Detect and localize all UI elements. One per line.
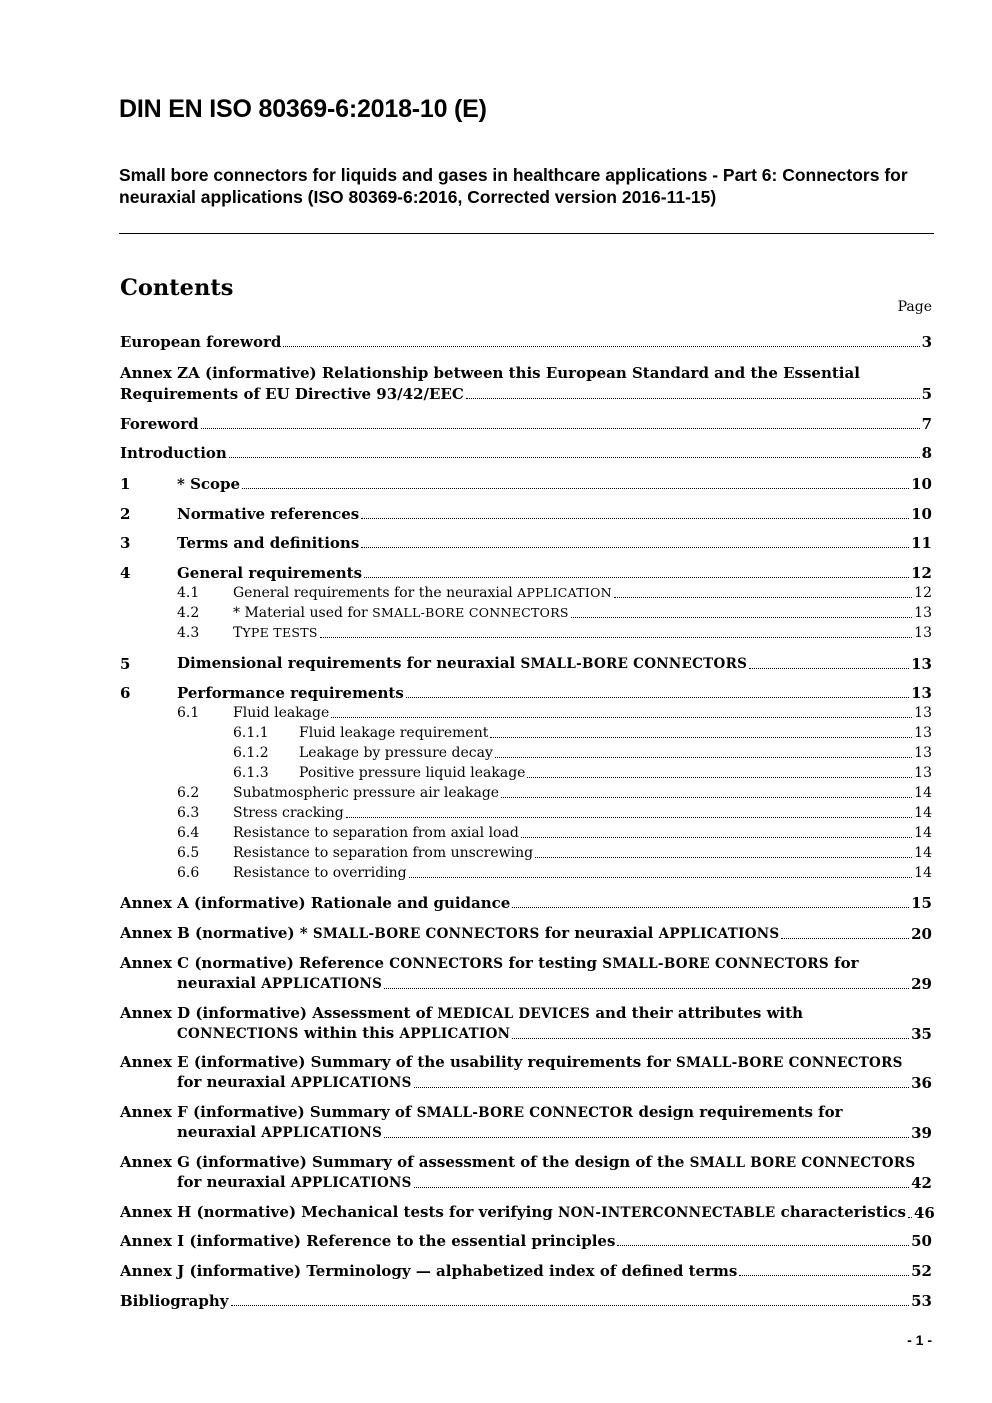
toc-entry-line: Annex D (informative) Assessment of MEDICAL DEVICES and their attributes with: [120, 1004, 804, 1022]
toc-page: 14: [914, 845, 932, 861]
toc-number: 1: [120, 475, 131, 493]
toc-entry-line: Annex C (normative) Reference CONNECTORS for testing SMALL-BORE CONNECTORS for: [120, 954, 859, 972]
toc-title: neuraxial APPLICATIONS: [177, 974, 383, 992]
toc-page: 52: [911, 1262, 932, 1280]
toc-entry[interactable]: [177, 1072, 932, 1093]
toc-page: 14: [914, 785, 932, 801]
toc-page: 13: [914, 605, 932, 621]
toc-number: 6.6: [177, 865, 200, 881]
toc-page: 11: [911, 534, 932, 552]
toc-entry[interactable]: [120, 1202, 935, 1223]
toc-title: TYPE TESTS: [233, 625, 318, 641]
toc-title: Dimensional requirements for neuraxial SMALL-BORE CONNECTORS: [177, 654, 748, 672]
toc-entry[interactable]: [177, 783, 932, 803]
toc-title: Foreword: [120, 415, 199, 433]
toc-title: Annex J (informative) Terminology — alphabetized index of defined terms: [120, 1262, 738, 1280]
toc-page: 13: [914, 625, 932, 641]
toc-entry[interactable]: [120, 414, 932, 434]
toc-page: 12: [914, 585, 932, 601]
toc-number: 6.1: [177, 705, 200, 721]
toc-entry[interactable]: [120, 1291, 932, 1311]
toc-page: 46: [913, 1204, 935, 1222]
toc-entry[interactable]: [177, 863, 932, 883]
toc-page: 42: [911, 1174, 932, 1192]
toc-number: 6.5: [177, 845, 200, 861]
toc-title: Bibliography: [120, 1292, 229, 1310]
toc-title: Introduction: [120, 444, 227, 462]
toc-entry-line: Annex F (informative) Summary of SMALL-BORE CONNECTOR design requirements for: [120, 1103, 843, 1121]
toc-entry[interactable]: [120, 653, 932, 674]
toc-title: Requirements of EU Directive 93/42/EEC: [120, 385, 464, 403]
toc-entry[interactable]: [120, 443, 932, 463]
toc-title: for neuraxial APPLICATIONS: [177, 1073, 412, 1091]
toc-entry-line: Annex G (informative) Summary of assessment of the design of the SMALL BORE CONNECTORS: [120, 1153, 916, 1171]
toc-page: 12: [911, 564, 932, 582]
toc-page: 13: [911, 655, 932, 673]
toc-entry[interactable]: [177, 823, 932, 843]
toc-title: General requirements: [177, 564, 363, 582]
toc-entry[interactable]: [233, 743, 932, 763]
toc-entry[interactable]: [120, 893, 932, 913]
toc-number: 6.1.3: [233, 765, 269, 781]
toc-page: 14: [914, 805, 932, 821]
toc-page: 15: [911, 894, 932, 912]
toc-title: General requirements for the neuraxial APPLICATION: [233, 585, 612, 601]
toc-entry[interactable]: [233, 763, 932, 783]
toc-title: Fluid leakage requirement: [299, 725, 489, 741]
toc-title: for neuraxial APPLICATIONS: [177, 1173, 412, 1191]
toc-title: European foreword: [120, 333, 282, 351]
toc-number: 6.4: [177, 825, 200, 841]
toc-page: 20: [911, 925, 932, 943]
toc-page: 5: [921, 385, 932, 403]
toc-title: Annex B (normative) * SMALL-BORE CONNECTORS for neuraxial APPLICATIONS: [120, 924, 780, 942]
toc-title: Performance requirements: [177, 684, 404, 702]
toc-page: 7: [921, 415, 932, 433]
toc-page: 29: [911, 975, 932, 993]
toc-page: 3: [921, 333, 932, 351]
toc-entry-line: Annex ZA (informative) Relationship between this European Standard and the Essential: [120, 364, 860, 382]
toc-entry[interactable]: [177, 843, 932, 863]
toc-number: 3: [120, 534, 131, 552]
toc-title: Resistance to separation from axial load: [233, 825, 519, 841]
toc-page: 36: [911, 1074, 932, 1092]
toc-title: Fluid leakage: [233, 705, 330, 721]
toc-title: * Material used for SMALL-BORE CONNECTORS: [233, 605, 569, 621]
toc-entry[interactable]: [177, 1023, 932, 1044]
toc-page: 13: [914, 725, 932, 741]
toc-entry[interactable]: [120, 332, 932, 352]
toc-number: 4.1: [177, 585, 200, 601]
toc-number: 2: [120, 505, 131, 523]
toc-page: 13: [914, 705, 932, 721]
page-column-label: Page: [897, 299, 932, 315]
toc-page: 39: [911, 1124, 932, 1142]
toc-entry[interactable]: [120, 683, 932, 703]
toc-page: 8: [921, 444, 932, 462]
toc-number: 6.3: [177, 805, 200, 821]
toc-title: * Scope: [177, 475, 241, 493]
toc-page: 13: [911, 684, 932, 702]
toc-entry[interactable]: [177, 603, 932, 623]
toc-entry[interactable]: [177, 623, 932, 643]
toc-title: Annex I (informative) Reference to the essential principles: [120, 1232, 616, 1250]
toc-entry[interactable]: [177, 583, 932, 603]
toc-title: neuraxial APPLICATIONS: [177, 1123, 383, 1141]
toc-title: Normative references: [177, 505, 360, 523]
toc-entry[interactable]: [177, 1172, 932, 1193]
toc-page: 10: [911, 475, 932, 493]
toc-title: Resistance to separation from unscrewing: [233, 845, 534, 861]
toc-number: 4.3: [177, 625, 200, 641]
toc-number: 4.2: [177, 605, 200, 621]
toc-page: 53: [911, 1292, 932, 1310]
toc-title: Subatmospheric pressure air leakage: [233, 785, 500, 801]
contents-heading: Contents: [120, 275, 234, 301]
toc-title: Annex H (normative) Mechanical tests for verifying NON-INTERCONNECTABLE characteristics: [120, 1203, 906, 1221]
document-subtitle: Small bore connectors for liquids and gases in healthcare applications - Part 6: Connectors for neuraxial applications (ISO 80369-6:2016, Corrected version 2016-11-15): [119, 165, 908, 207]
toc-title: Stress cracking: [233, 805, 344, 821]
toc-entry[interactable]: [177, 973, 932, 994]
document-id: DIN EN ISO 80369-6:2018-10 (E): [119, 95, 487, 123]
page-number: - 1 -: [907, 1332, 932, 1348]
toc-entry[interactable]: [120, 533, 932, 553]
toc-title: Annex A (informative) Rationale and guidance: [120, 894, 511, 912]
toc-number: 5: [120, 655, 131, 673]
toc-entry[interactable]: [177, 803, 932, 823]
toc-title: Leakage by pressure decay: [299, 745, 493, 761]
toc-number: 6: [120, 684, 131, 702]
toc-entry[interactable]: [120, 923, 932, 944]
toc-entry[interactable]: [120, 384, 932, 404]
toc-page: 13: [914, 745, 932, 761]
toc-page: 35: [911, 1025, 932, 1043]
toc-entry[interactable]: [120, 1261, 932, 1281]
toc-entry[interactable]: [177, 703, 932, 723]
toc-number: 4: [120, 564, 131, 582]
toc-page: 50: [911, 1232, 932, 1250]
toc-page: 10: [911, 505, 932, 523]
toc-entry[interactable]: [233, 723, 932, 743]
toc-entry[interactable]: [120, 563, 932, 583]
toc-entry-line: Annex E (informative) Summary of the usability requirements for SMALL-BORE CONNECTORS: [120, 1053, 903, 1071]
toc-title: CONNECTIONS within this APPLICATION: [177, 1024, 511, 1042]
toc-page: 14: [914, 865, 932, 881]
toc-entry[interactable]: [177, 1122, 932, 1143]
toc-number: 6.1.1: [233, 725, 269, 741]
toc-entry[interactable]: [120, 474, 932, 494]
toc-entry[interactable]: [120, 1231, 932, 1251]
toc-page: 14: [914, 825, 932, 841]
toc-page: 13: [914, 765, 932, 781]
toc-number: 6.1.2: [233, 745, 269, 761]
toc-number: 6.2: [177, 785, 200, 801]
toc-title: Terms and definitions: [177, 534, 360, 552]
toc-entry[interactable]: [120, 504, 932, 524]
toc-title: Positive pressure liquid leakage: [299, 765, 526, 781]
toc-title: Resistance to overriding: [233, 865, 407, 881]
